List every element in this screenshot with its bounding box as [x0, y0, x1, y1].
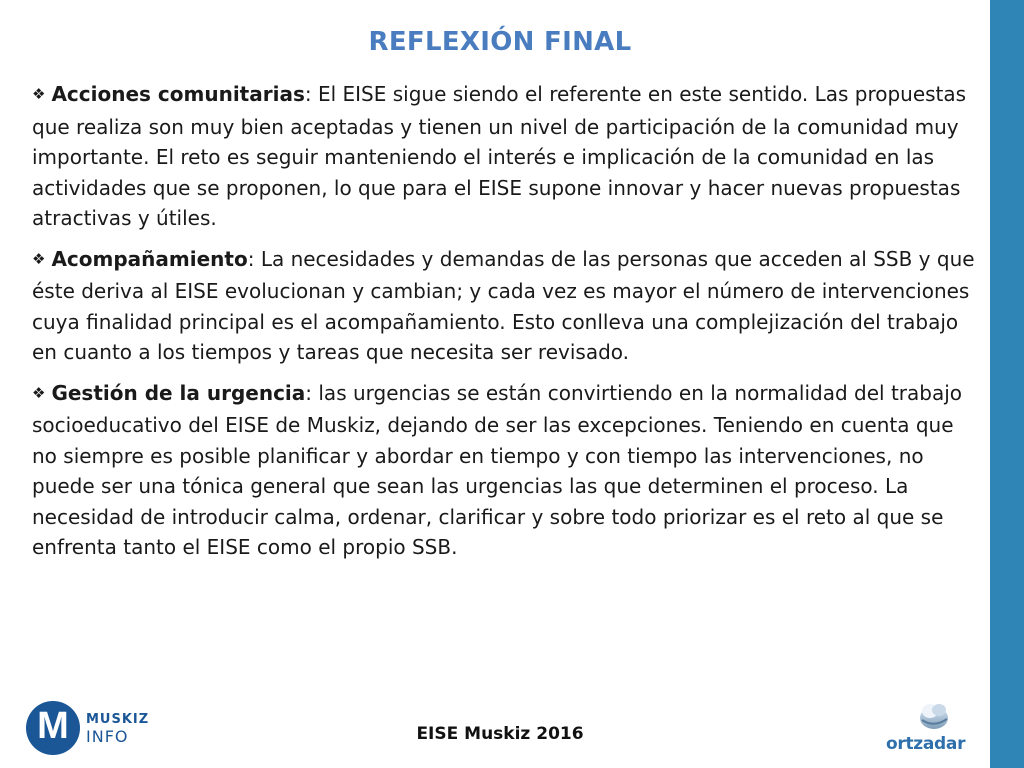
muskiz-info-logo [26, 701, 156, 757]
right-accent-bar [990, 0, 1024, 768]
slide-title: REFLEXIÓN FINAL [368, 27, 632, 57]
diamond-bullet-icon: ❖ [32, 383, 46, 402]
paragraph-acciones-comunitarias [32, 79, 982, 234]
paragraph-body: : El EISE sigue siendo el referente en este sentido. Las propuestas que realiza son muy bien aceptadas y tienen un nivel de participación de la comunidad muy importante. El reto es seguir manteniendo el interés e implicación de la comunidad en las actividades que se proponen, lo que para el EISE supone innovar y hacer nuevas propuestas atractivas y útiles. [32, 82, 967, 230]
paragraph-body: : las urgencias se están convirtiendo en la normalidad del trabajo socioeducativo del EISE de Muskiz, dejando de ser las excepciones. Teniendo en cuenta que no siempre es posible planificar y abordar en tiempo y con tiempo las intervenciones, no puede ser una tónica general que sean las urgencias las que determinen el proceso. La necesidad de introducir calma, ordenar, clarificar y sobre todo priorizar es el reto al que se enfrenta tanto el EISE como el propio SSB. [32, 380, 963, 559]
muskiz-logo-line1: MUSKIZ [86, 712, 150, 727]
muskiz-circle-icon [26, 701, 80, 755]
paragraph-body: : La necesidades y demandas de las personas que acceden al SSB y que éste deriva al EISE evolucionan y cambian; y cada vez es mayor el número de intervenciones cuya finalidad principal es el acompañamiento. Esto conlleva una complejización del trabajo en cuanto a los tiempos y tareas que necesita ser revisado. [32, 246, 975, 364]
ortzadar-wordmark: ortzadar [886, 734, 966, 754]
paragraph-lead: Gestión de la urgencia [51, 380, 306, 405]
muskiz-logo-line2: INFO [86, 727, 129, 746]
diamond-bullet-icon: ❖ [32, 85, 46, 103]
footer-caption: EISE Muskiz 2016 [416, 724, 584, 744]
paragraph-gestion-urgencia [32, 378, 982, 563]
cloud-icon [916, 698, 952, 732]
paragraph-acompanamiento [32, 244, 982, 368]
muskiz-logo-letter: M [37, 705, 69, 747]
ortzadar-logo [886, 696, 986, 760]
paragraph-lead: Acciones comunitarias [51, 82, 305, 106]
slide-content [32, 79, 982, 573]
diamond-bullet-icon: ❖ [32, 249, 46, 268]
paragraph-lead: Acompañamiento [51, 246, 248, 271]
